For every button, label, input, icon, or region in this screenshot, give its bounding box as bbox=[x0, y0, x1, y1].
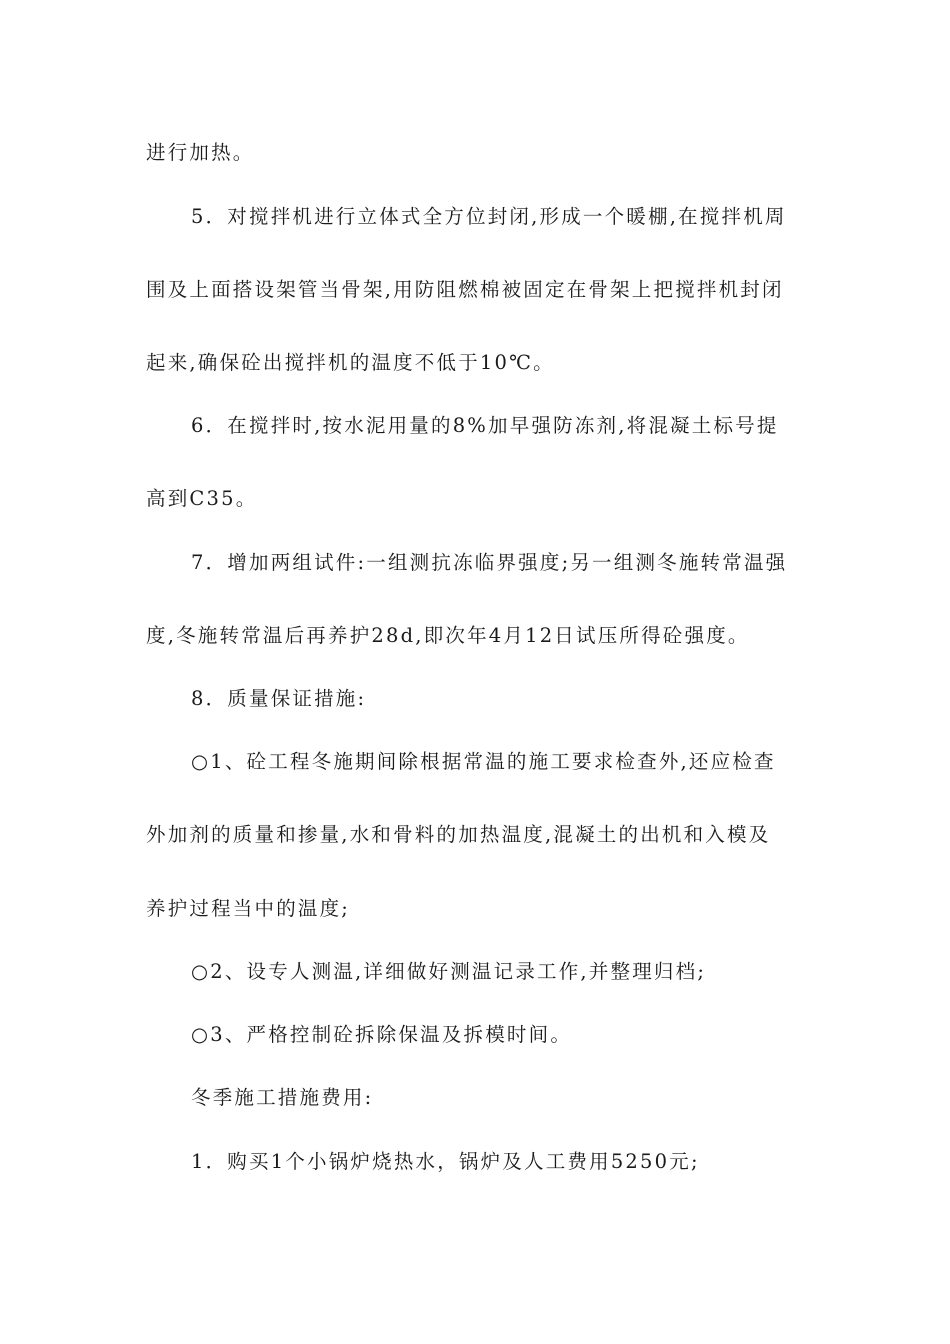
text-line: 6．在搅拌时,按水泥用量的8%加早强防冻剂,将混凝土标号提 bbox=[191, 414, 779, 437]
text-line: 8．质量保证措施: bbox=[191, 687, 367, 710]
text-line: ○3、严格控制砼拆除保温及拆模时间。 bbox=[191, 1023, 573, 1046]
text-line: 5．对搅拌机进行立体式全方位封闭,形成一个暖棚,在搅拌机周 bbox=[191, 205, 787, 228]
text-line: 外加剂的质量和掺量,水和骨料的加热温度,混凝土的出机和入模及 bbox=[146, 823, 771, 846]
text-line: 起来,确保砼出搅拌机的温度不低于10℃。 bbox=[146, 351, 555, 374]
text-line: 1．购买1个小锅炉烧热水，锅炉及人工费用5250元; bbox=[191, 1150, 700, 1173]
text-line: 度,冬施转常温后再养护28d,即次年4月12日试压所得砼强度。 bbox=[146, 624, 750, 647]
text-line: 高到C35。 bbox=[146, 487, 258, 510]
text-line: ○2、设专人测温,详细做好测温记录工作,并整理归档; bbox=[191, 960, 707, 983]
text-line: 7．增加两组试件:一组测抗冻临界强度;另一组测冬施转常温强 bbox=[191, 551, 788, 574]
text-line: 进行加热。 bbox=[146, 141, 255, 164]
text-line: ○1、砼工程冬施期间除根据常温的施工要求检查外,还应检查 bbox=[191, 750, 776, 773]
text-line: 围及上面搭设架管当骨架,用防阻燃棉被固定在骨架上把搅拌机封闭 bbox=[146, 278, 784, 301]
text-line: 冬季施工措施费用: bbox=[191, 1086, 374, 1109]
text-line: 养护过程当中的温度; bbox=[146, 897, 351, 920]
